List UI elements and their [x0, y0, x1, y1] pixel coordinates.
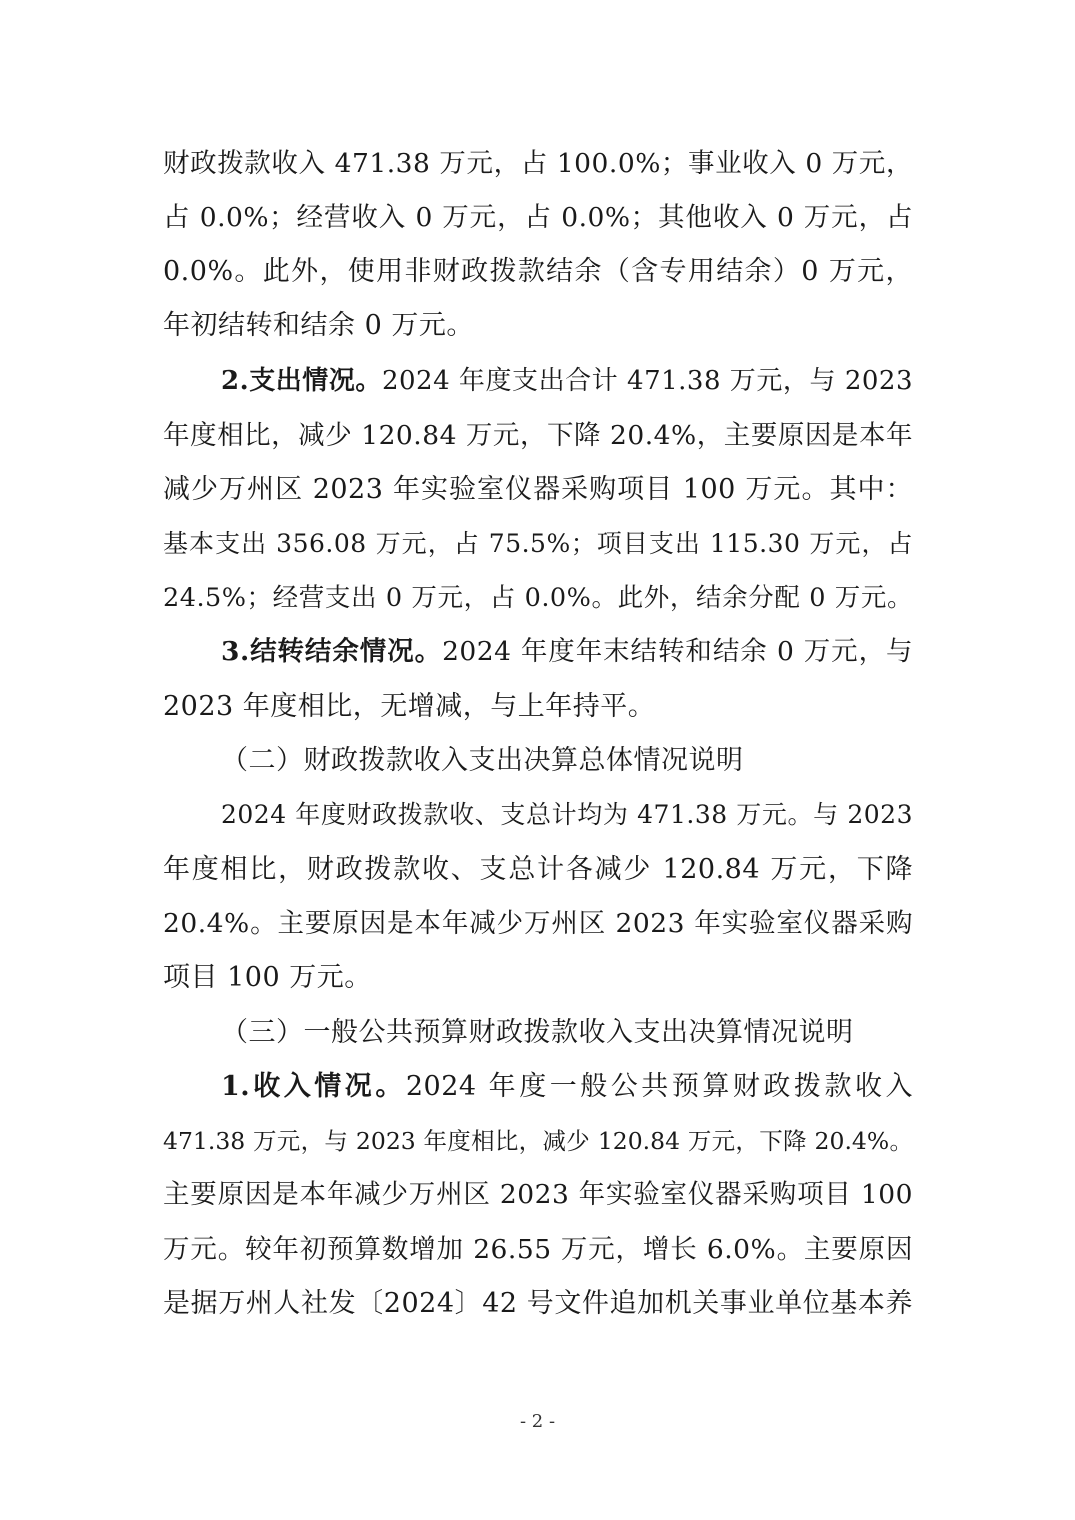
line-text: 万元。较年初预算数增加 26.55 万元，增长 6.0%。主要原因 — [163, 1234, 913, 1265]
page-number: - 2 - — [519, 1411, 556, 1432]
paragraph-line — [221, 797, 913, 833]
section-heading-bold: 2.支出情况。 — [221, 366, 382, 396]
line-text: 0.0%。此外，使用非财政拨款结余（含专用结余）0 万元， — [163, 256, 913, 287]
line-text: 年度相比，财政拨款收、支总计各减少 120.84 万元，下降 — [163, 854, 913, 885]
line-text: 减少万州区 2023 年实验室仪器采购项目 100 万元。其中： — [163, 474, 913, 505]
paragraph-line — [163, 1286, 913, 1322]
heading-text: （二）财政拨款收入支出决算总体情况说明 — [221, 745, 744, 776]
paragraph-line — [163, 852, 913, 888]
paragraph-line — [163, 146, 913, 182]
paragraph-line — [163, 308, 913, 344]
paragraph-line — [163, 254, 913, 290]
line-text: 2024 年度一般公共预算财政拨款收入 — [405, 1071, 913, 1102]
heading-text: （三）一般公共预算财政拨款收入支出决算情况说明 — [221, 1017, 854, 1048]
line-text: 20.4%。主要原因是本年减少万州区 2023 年实验室仪器采购 — [163, 908, 913, 939]
line-text: 471.38 万元，与 2023 年度相比，减少 120.84 万元，下降 20.4%。 — [163, 1127, 913, 1155]
paragraph-line — [163, 200, 913, 236]
line-text: 占 0.0%；经营收入 0 万元，占 0.0%；其他收入 0 万元，占 — [163, 202, 913, 233]
line-text: 2024 年度财政拨款收、支总计均为 471.38 万元。与 2023 — [221, 800, 913, 829]
section-heading — [221, 1015, 913, 1051]
section-heading-bold: 3.结转结余情况。 — [221, 636, 443, 667]
paragraph-line — [163, 960, 913, 996]
section-heading — [221, 743, 913, 779]
paragraph-line — [163, 418, 913, 454]
paragraph-line — [163, 580, 913, 616]
paragraph-line — [221, 1069, 913, 1105]
line-text: 2023 年度相比，无增减，与上年持平。 — [163, 691, 656, 722]
line-text: 24.5%；经营支出 0 万元，占 0.0%。此外，结余分配 0 万元。 — [163, 583, 913, 613]
line-text: 年初结转和结余 0 万元。 — [163, 310, 474, 341]
section-heading-bold: 1.收入情况。 — [221, 1071, 406, 1102]
paragraph-line — [221, 363, 913, 399]
line-text: 财政拨款收入 471.38 万元，占 100.0%；事业收入 0 万元， — [163, 148, 913, 179]
paragraph-line — [163, 689, 913, 725]
line-text: 基本支出 356.08 万元，占 75.5%；项目支出 115.30 万元，占 — [163, 529, 913, 558]
paragraph-line — [221, 634, 913, 670]
paragraph-line — [163, 1232, 913, 1268]
line-text: 2024 年度支出合计 471.38 万元，与 2023 — [381, 366, 913, 396]
line-text: 项目 100 万元。 — [163, 962, 372, 993]
paragraph-line — [163, 1123, 913, 1159]
paragraph-line — [163, 472, 913, 508]
line-text: 2024 年度年末结转和结余 0 万元，与 — [442, 636, 913, 667]
paragraph-line — [163, 906, 913, 942]
line-text: 主要原因是本年减少万州区 2023 年实验室仪器采购项目 100 — [163, 1179, 913, 1210]
line-text: 是据万州人社发〔2024〕42 号文件追加机关事业单位基本养 — [163, 1288, 913, 1319]
paragraph-line — [163, 526, 913, 562]
line-text: 年度相比，减少 120.84 万元，下降 20.4%，主要原因是本年 — [163, 420, 913, 451]
paragraph-line — [163, 1177, 913, 1213]
